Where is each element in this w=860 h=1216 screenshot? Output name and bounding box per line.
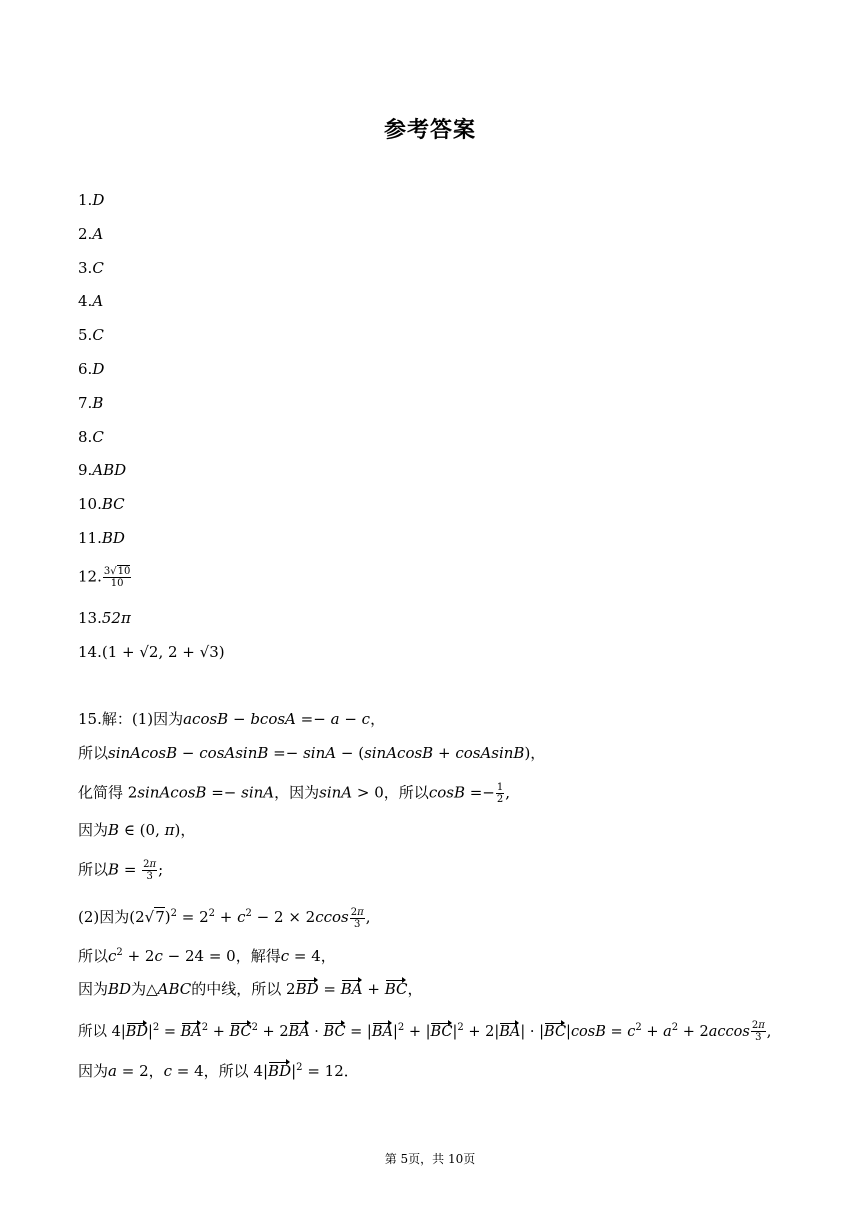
- answer-number: 4.: [78, 292, 93, 311]
- answer-value: ABD: [92, 461, 127, 480]
- answer-number: 2.: [78, 224, 93, 243]
- solution-15-line-4: 因为B ∈ (0, π)，: [78, 821, 196, 839]
- answer-item: [78, 494, 125, 514]
- answer-value: BD: [101, 529, 125, 547]
- answer-value: C: [92, 427, 104, 446]
- answer-number: 8.: [78, 427, 93, 446]
- solution-15-line-2: 所以sinAcosB − cosAsinB =− sinA − (sinAcosB + cosAsinB)，: [78, 744, 546, 762]
- answer-14: 14.(1 + √2, 2 + √3): [78, 643, 225, 661]
- answer-item: [78, 393, 103, 413]
- solution-15-line-3: 化简得 2sinAcosB =− sinA，因为sinA > 0，所以cosB =− $\frac{1}{2}$ ,: [78, 782, 511, 805]
- answer-number: 1.: [78, 191, 93, 209]
- answer-value: D: [92, 360, 105, 378]
- answer-item: [78, 460, 126, 480]
- solution-15-line-9: 所以 $4|BD|^2 = BA^2 + BC^2 + 2BA$ · BC = $|BA|^2 + |BC|^2 + 2|BA| \cdot |BC|\cos B = c^2 + a^2 + 2accos$ $\frac{2\pi}{3}$ ,: [78, 1020, 772, 1044]
- answer-item: [78, 224, 103, 244]
- answer-number: 10.: [78, 495, 102, 514]
- answer-number: 11.: [78, 529, 102, 547]
- solution-15-line-5: 所以B = $\frac{2\pi}{3}$ ;: [78, 859, 164, 882]
- solution-15-line-7: 所以$c^2 + 2c - 24 = 0$，解得c = 4，: [78, 947, 336, 965]
- answer-item: [78, 359, 104, 379]
- answer-value: A: [92, 292, 104, 311]
- solution-15-line-10: 因为a = 2，c = 4，所以 $4|BD|^2 = 12$．: [78, 1062, 359, 1080]
- answer-12: 12. $\frac{3√10}{10}$: [78, 566, 131, 589]
- answer-item: [78, 291, 103, 311]
- answer-value: BC: [101, 495, 125, 514]
- answer-item: [78, 258, 104, 278]
- page-footer: 第 5页，共 10页: [384, 1152, 476, 1166]
- answer-number: 3.: [78, 258, 93, 277]
- answer-item: [78, 427, 104, 447]
- answer-number: 5.: [78, 326, 93, 345]
- answer-number: 7.: [78, 393, 93, 412]
- page-title: 参考答案: [383, 118, 476, 143]
- answer-item: [78, 528, 125, 548]
- solution-15-line-8: 因为BD为△ABC的中线，所以 2BD = BA + BC，: [78, 980, 423, 998]
- solution-15-line-1: 15.解：(1)因为acosB − bcosA =− a − c，: [78, 710, 386, 728]
- answer-value: B: [92, 393, 104, 412]
- answer-value: C: [92, 326, 104, 345]
- answer-13: 13.52π: [78, 609, 131, 627]
- answer-value: A: [92, 224, 104, 243]
- answer-item: [78, 190, 104, 210]
- answer-value: D: [92, 191, 105, 209]
- answer-item: [78, 325, 104, 345]
- answer-number: 9.: [78, 461, 93, 480]
- solution-15-line-6: (2)因为$(2√7)^2 = 2^2 + c^2 - 2 \times 2ccos$ $\frac{2\pi}{3}$ ,: [78, 906, 371, 930]
- answer-number: 6.: [78, 360, 93, 378]
- answer-value: C: [92, 258, 104, 277]
